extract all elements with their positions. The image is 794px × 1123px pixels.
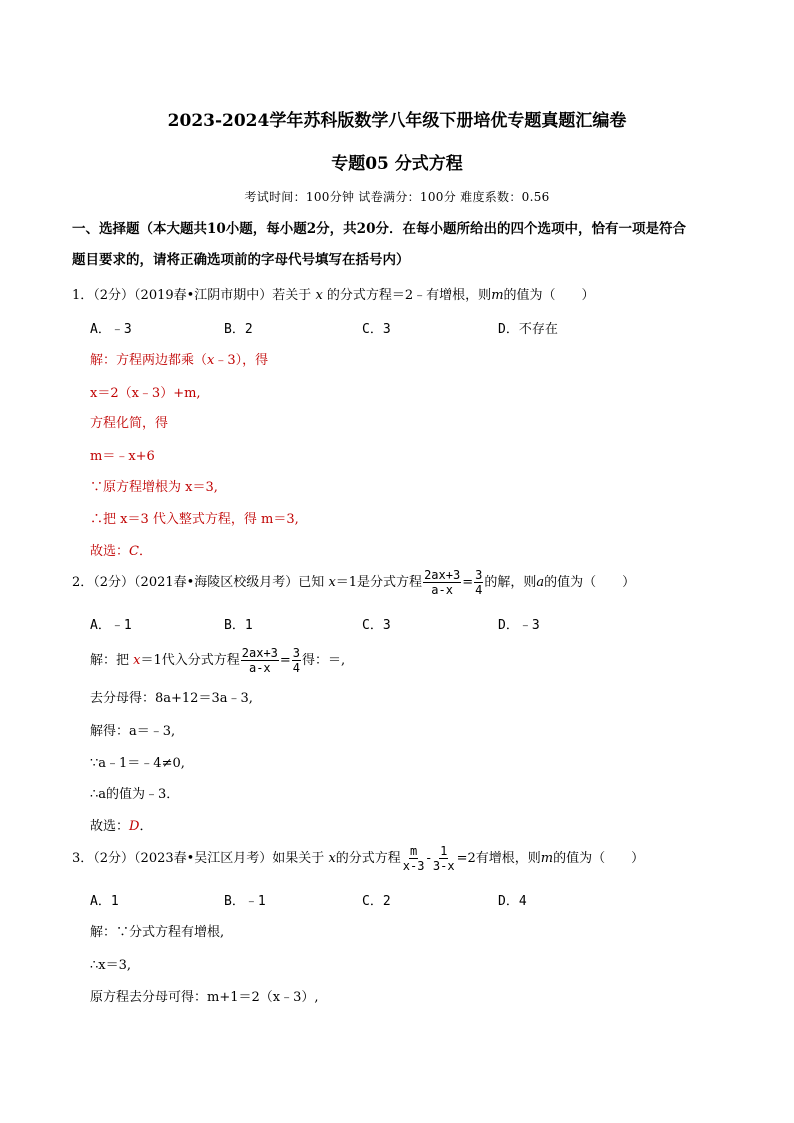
q2-stem-a: 2．（2分）（2021春•海陵区校级月考）已知 bbox=[72, 575, 329, 590]
q2-frac2-num: 3 bbox=[475, 568, 483, 582]
q2-var-a: a bbox=[536, 575, 545, 590]
q1-answer-label: 故选： bbox=[90, 544, 130, 559]
q1-option-a[interactable]: A．﹣3 bbox=[90, 322, 132, 337]
q2-sol-d: 得：＝, bbox=[302, 653, 346, 668]
q2-sol-equals: = bbox=[279, 653, 291, 668]
q1-solution-line-3: 方程化简，得 bbox=[90, 416, 169, 431]
q3-var-m: m bbox=[540, 851, 554, 866]
q1-option-c[interactable]: C．3 bbox=[362, 322, 391, 337]
q2-fraction-2 bbox=[474, 568, 483, 597]
q2-answer-letter: D bbox=[129, 819, 140, 834]
q1-answer-end: ． bbox=[138, 544, 152, 559]
q2-sol-var-x: x bbox=[133, 653, 141, 668]
q1-stem-b: 的分式方程＝2﹣有增根，则 bbox=[322, 288, 492, 303]
question-2-stem bbox=[72, 568, 635, 597]
question-3-stem bbox=[72, 844, 644, 873]
q3-fraction-1 bbox=[402, 844, 426, 873]
q2-option-a[interactable]: A．﹣1 bbox=[90, 618, 132, 633]
q1-sol-var: x bbox=[207, 353, 215, 368]
q2-solution-line-1 bbox=[90, 646, 345, 675]
q3-fraction-2 bbox=[432, 844, 456, 873]
q3-solution-line-1: 解：∵分式方程有增根, bbox=[90, 925, 225, 940]
q3-stem-a: 3．（2分）（2023春•吴江区月考）如果关于 bbox=[72, 851, 329, 866]
q1-answer-letter: C bbox=[129, 544, 139, 559]
q1-solution-line-1 bbox=[90, 349, 268, 368]
q2-fraction-1 bbox=[423, 568, 461, 597]
q3-option-a[interactable]: A．1 bbox=[90, 894, 119, 909]
q2-var-x: x bbox=[328, 575, 336, 590]
q1-solution-line-4: m＝﹣x+6 bbox=[90, 449, 155, 464]
q3-option-b[interactable]: B．﹣1 bbox=[224, 894, 266, 909]
q1-sol-text: 解：方程两边都乘（ bbox=[90, 353, 208, 368]
q1-solution-line-6: ∴把 x＝3 代入整式方程，得 m＝3, bbox=[90, 512, 299, 527]
q2-option-b[interactable]: B．1 bbox=[224, 618, 253, 633]
q1-solution-answer bbox=[90, 540, 152, 559]
q3-stem-c: 的分式方程 bbox=[335, 851, 401, 866]
q3-frac1-num: m bbox=[410, 844, 418, 858]
q3-option-d[interactable]: D．4 bbox=[498, 894, 527, 909]
q2-option-c[interactable]: C．3 bbox=[362, 618, 391, 633]
q2-sol-fraction-1 bbox=[241, 646, 279, 675]
q2-equals: = bbox=[462, 575, 474, 590]
q3-frac2-den: 3-x bbox=[432, 859, 455, 873]
page-title: 2023-2024学年苏科版数学八年级下册培优专题真题汇编卷 bbox=[167, 111, 627, 131]
q2-answer-end: ． bbox=[139, 819, 153, 834]
q2-sol-c: ＝1代入分式方程 bbox=[140, 653, 240, 668]
q2-sol-fraction-2 bbox=[292, 646, 301, 675]
q2-stem-d: 的解，则 bbox=[484, 575, 537, 590]
q2-sol-frac1-num: 2ax+3 bbox=[241, 646, 278, 660]
q2-sol-a: 解：把 bbox=[90, 653, 134, 668]
q2-sol-frac2-num: 3 bbox=[292, 646, 301, 660]
q2-solution-line-4: ∵a﹣1＝﹣4≠0, bbox=[90, 756, 185, 771]
page-subtitle: 专题05 分式方程 bbox=[331, 154, 463, 174]
q1-option-d[interactable]: D．不存在 bbox=[498, 322, 558, 337]
q1-stem-a: 1．（2分）（2019春•江阴市期中）若关于 bbox=[72, 288, 316, 303]
q1-sol-text-b: ﹣3），得 bbox=[214, 353, 269, 368]
q3-stem-d: =2有增根，则 bbox=[456, 851, 541, 866]
q3-option-c[interactable]: C．2 bbox=[362, 894, 391, 909]
q2-frac1-num: 2ax+3 bbox=[424, 568, 461, 582]
q2-frac1-den: a-x bbox=[431, 583, 453, 597]
q2-solution-line-5: ∴a的值为﹣3． bbox=[90, 787, 180, 802]
q3-solution-line-2: ∴x＝3, bbox=[90, 958, 132, 973]
exam-meta: 考试时间：100分钟 试卷满分：100分 难度系数：0.56 bbox=[244, 190, 550, 204]
section-line-2: 题目要求的，请将正确选项前的字母代号填写在括号内） bbox=[72, 252, 410, 268]
q2-frac2-den: 4 bbox=[475, 583, 483, 597]
q2-solution-answer bbox=[90, 815, 152, 834]
q3-solution-line-3: 原方程去分母可得：m+1＝2（x﹣3）, bbox=[90, 990, 319, 1005]
question-1-stem bbox=[72, 284, 595, 303]
q1-stem-c: 的值为（ ） bbox=[503, 288, 595, 303]
q1-var-m: m bbox=[491, 288, 504, 303]
q2-sol-frac1-den: a-x bbox=[248, 661, 271, 675]
q2-stem-c: ＝1是分式方程 bbox=[335, 575, 423, 590]
q2-option-d[interactable]: D．﹣3 bbox=[498, 618, 540, 633]
q1-option-b[interactable]: B．2 bbox=[224, 322, 253, 337]
q3-frac2-num: 1 bbox=[440, 844, 448, 858]
q2-sol-frac2-den: 4 bbox=[292, 661, 301, 675]
q2-answer-label: 故选： bbox=[90, 819, 130, 834]
q2-solution-line-3: 解得：a＝﹣3, bbox=[90, 724, 176, 739]
q1-solution-line-2: x＝2（x﹣3）+m, bbox=[90, 386, 201, 401]
section-line-1: 一、选择题（本大题共10小题，每小题2分，共20分．在每小题所给出的四个选项中，恰有一项是符合 bbox=[72, 221, 686, 237]
q1-var-x: x bbox=[315, 288, 323, 303]
q1-solution-line-5: ∵原方程增根为 x＝3, bbox=[90, 480, 218, 495]
q3-stem-f: 的值为（ ） bbox=[553, 851, 645, 866]
q2-stem-f: 的值为（ ） bbox=[544, 575, 636, 590]
q3-minus: - bbox=[426, 851, 431, 866]
section-instructions bbox=[72, 214, 722, 276]
q3-var-x: x bbox=[328, 851, 336, 866]
q3-frac1-den: x-3 bbox=[402, 859, 425, 873]
q2-solution-line-2: 去分母得：8a+12＝3a﹣3, bbox=[90, 691, 253, 706]
